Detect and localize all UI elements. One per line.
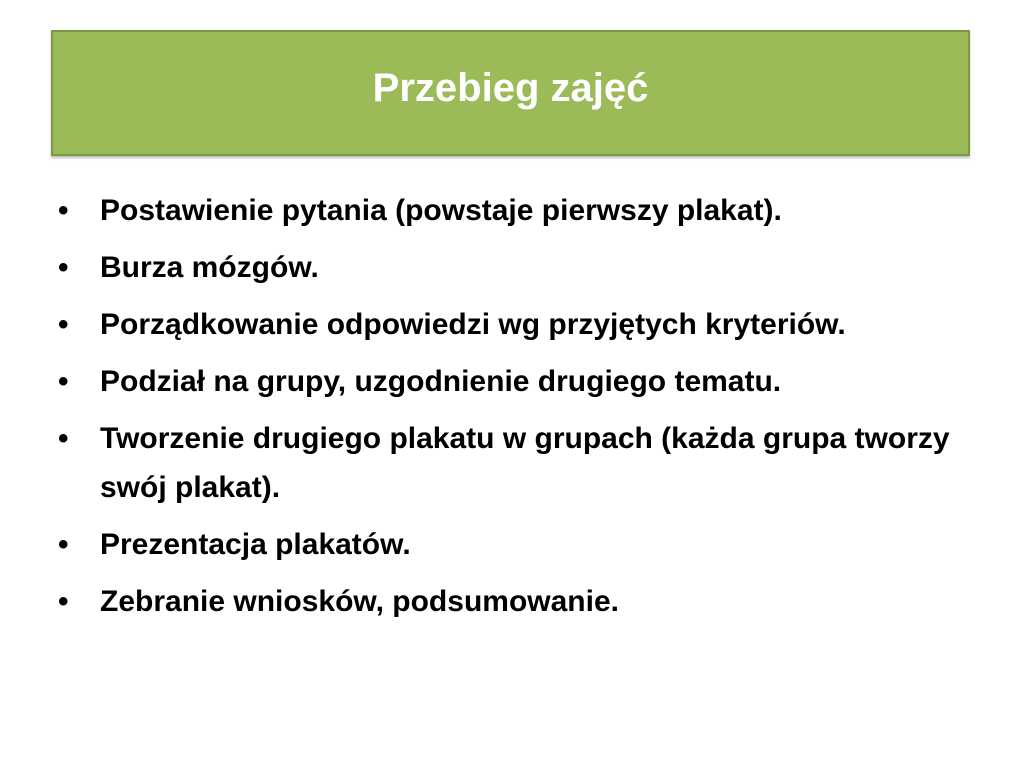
- bullet-text: Zebranie wniosków, podsumowanie.: [100, 585, 619, 618]
- bullet-item: [58, 414, 988, 512]
- bullet-dot-icon: •: [58, 365, 69, 398]
- bullet-item: [58, 357, 988, 406]
- bullet-item: [58, 577, 988, 626]
- bullet-list: [58, 186, 988, 634]
- bullet-dot-icon: •: [58, 308, 69, 341]
- bullet-item: [58, 300, 988, 349]
- bullet-dot-icon: •: [58, 251, 69, 284]
- bullet-dot-icon: •: [58, 194, 69, 227]
- bullet-text: Prezentacja plakatów.: [100, 528, 411, 561]
- bullet-text: Burza mózgów.: [100, 251, 319, 284]
- bullet-item: [58, 243, 988, 292]
- bullet-text: Postawienie pytania (powstaje pierwszy plakat).: [100, 194, 782, 227]
- slide-title: Przebieg zajęć: [372, 65, 649, 110]
- title-box: [51, 30, 970, 156]
- bullet-text: Podział na grupy, uzgodnienie drugiego tematu.: [100, 365, 782, 398]
- bullet-text: Tworzenie drugiego plakatu w grupach (każda grupa tworzy swój plakat).: [100, 422, 950, 504]
- bullet-text: Porządkowanie odpowiedzi wg przyjętych kryteriów.: [100, 308, 846, 341]
- bullet-item: [58, 520, 988, 569]
- bullet-dot-icon: •: [58, 585, 69, 618]
- bullet-dot-icon: •: [58, 422, 69, 455]
- bullet-item: [58, 186, 988, 235]
- bullet-dot-icon: •: [58, 528, 69, 561]
